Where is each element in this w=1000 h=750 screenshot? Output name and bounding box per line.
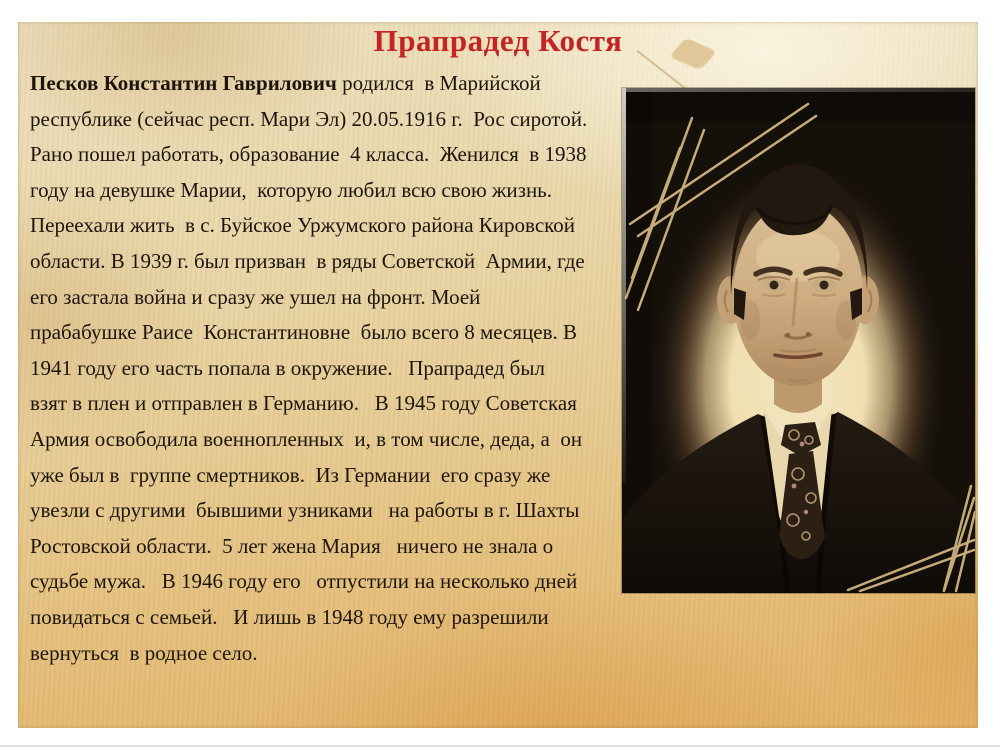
body-text-line: взят в плен и отправлен в Германию. В 1945 году Советская <box>30 391 577 416</box>
slide-bottom-edge <box>0 745 1000 747</box>
body-text-line: республике (сейчас респ. Мари Эл) 20.05.1916 г. Рос сиротой. <box>30 106 588 131</box>
body-text-line: повидаться с семьей. И лишь в 1948 году ему разрешили <box>30 604 549 629</box>
body-text-line: судьбе мужа. В 1946 году его отпустили на несколько дней <box>30 569 578 594</box>
body-text-line: Армия освободила военнопленных и, в том числе, деда, а он <box>30 426 583 451</box>
page-title: Прапрадед Костя <box>373 23 623 58</box>
body-text-line: его застала война и сразу же ушел на фронт. Моей <box>30 284 481 309</box>
person-name: Песков Константин Гаврилович <box>30 71 337 95</box>
body-text-line: увезли с другими бывшими узниками на работы в г. Шахты <box>30 498 580 523</box>
portrait-illustration <box>622 88 975 593</box>
body-text <box>30 66 630 671</box>
portrait-photo <box>622 88 975 593</box>
body-text-line: Переехали жить в с. Буйское Уржумского района Кировской <box>30 213 576 238</box>
body-text-line: уже был в группе смертников. Из Германии его сразу же <box>30 462 551 487</box>
body-text-line: области. В 1939 г. был призван в ряды Советской Армии, где <box>30 248 585 273</box>
body-text-line <box>30 66 630 102</box>
body-text-segment: родился в Марийской <box>336 71 541 95</box>
body-text-line: вернуться в родное село. <box>30 640 258 665</box>
body-text-line: Рано пошел работать, образование 4 класса. Женился в 1938 <box>30 142 587 167</box>
body-text-line: Ростовской области. 5 лет жена Мария ничего не знала о <box>30 533 554 558</box>
body-text-line: прабабушке Раисе Константиновне было всего 8 месяцев. В <box>30 320 578 345</box>
body-text-line: 1941 году его часть попала в окружение. Прапрадед был <box>30 355 545 380</box>
slide-background <box>18 22 978 728</box>
body-text-line: году на девушке Марии, которую любил всю свою жизнь. <box>30 177 553 202</box>
